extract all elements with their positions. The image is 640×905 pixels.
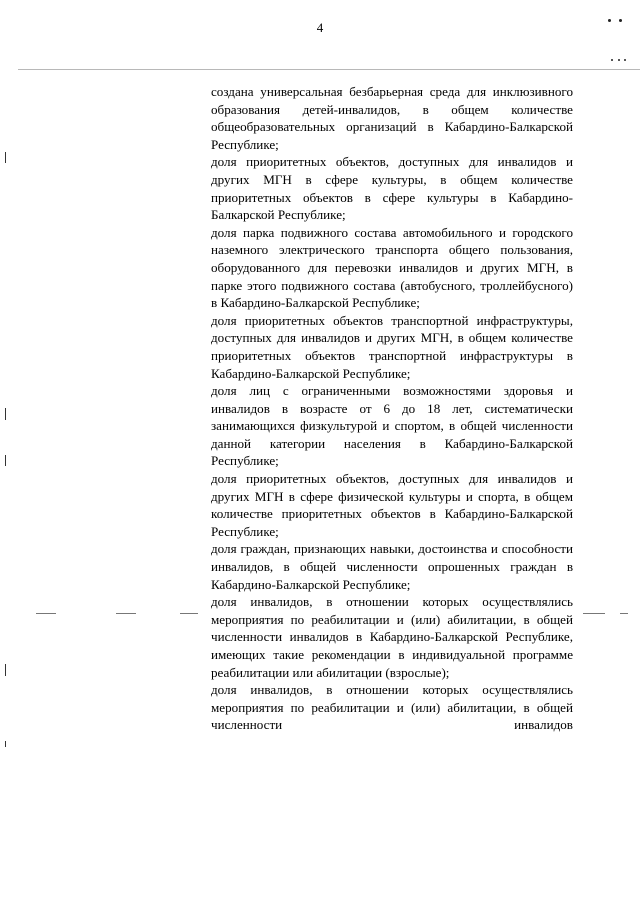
paragraph: доля инвалидов, в отношении которых осуществлялись мероприятия по реабилитации и (или) абилитации, в общей численности инвалидов <box>211 682 573 733</box>
scan-line-left <box>116 613 136 614</box>
margin-mark <box>5 741 6 747</box>
header-rule <box>18 69 640 70</box>
scan-mark <box>624 59 626 61</box>
scan-mark <box>611 59 613 61</box>
scan-mark <box>618 59 620 61</box>
scan-line-left <box>36 613 56 614</box>
margin-mark <box>5 455 6 466</box>
document-body <box>211 83 573 734</box>
scan-mark <box>608 19 611 22</box>
page-number: 4 <box>316 20 324 35</box>
paragraph: доля лиц с ограниченными возможностями здоровья и инвалидов в возрасте от 6 до 18 лет, систематически занимающихся физкультурой и спортом, в общей численности данной категории населения в Кабардино-Балкарской Республике; <box>211 383 573 469</box>
paragraph: доля приоритетных объектов транспортной инфраструктуры, доступных для инвалидов и других МГН, в общем количестве приоритетных объектов транспортной инфраструктуры в Кабардино-Балкарской Республике; <box>211 312 573 381</box>
margin-mark <box>5 664 6 676</box>
paragraph: доля парка подвижного состава автомобильного и городского наземного электрического транспорта общего пользования, оборудованного для перевозки инвалидов и других МГН, в парке этого подвижного состава (автобусного, троллейбусного) в Кабардино-Балкарской Республике; <box>211 224 573 311</box>
paragraph: доля граждан, признающих навыки, достоинства и способности инвалидов, в общей численности опрошенных граждан в Кабардино-Балкарской Республике; <box>211 541 573 592</box>
paragraph: создана универсальная безбарьерная среда для инклюзивного образования детей-инвалидов, в общем количестве общеобразовательных организаций в Кабардино-Балкарской Республике; <box>211 84 573 152</box>
margin-mark <box>5 152 6 163</box>
scan-mark <box>619 19 622 22</box>
scan-line-right <box>620 613 628 614</box>
scan-line-right <box>583 613 605 614</box>
margin-mark <box>5 408 6 420</box>
paragraph: доля приоритетных объектов, доступных для инвалидов и других МГН в сфере культуры, в общем количестве приоритетных объектов в сфере культуры в Кабардино-Балкарской Республике; <box>211 154 573 223</box>
scan-line-left <box>180 613 198 614</box>
paragraph: доля приоритетных объектов, доступных для инвалидов и других МГН в сфере физической культуры и спорта, в общем количестве приоритетных объектов в Кабардино-Балкарской Республике; <box>211 471 573 539</box>
paragraph: доля инвалидов, в отношении которых осуществлялись мероприятия по реабилитации и (или) абилитации, в общей численности инвалидов в Кабардино-Балкарской Республике, имеющих такие рекомендации в индивидуальной программе реабилитации или абилитации (взрослые); <box>211 594 573 680</box>
